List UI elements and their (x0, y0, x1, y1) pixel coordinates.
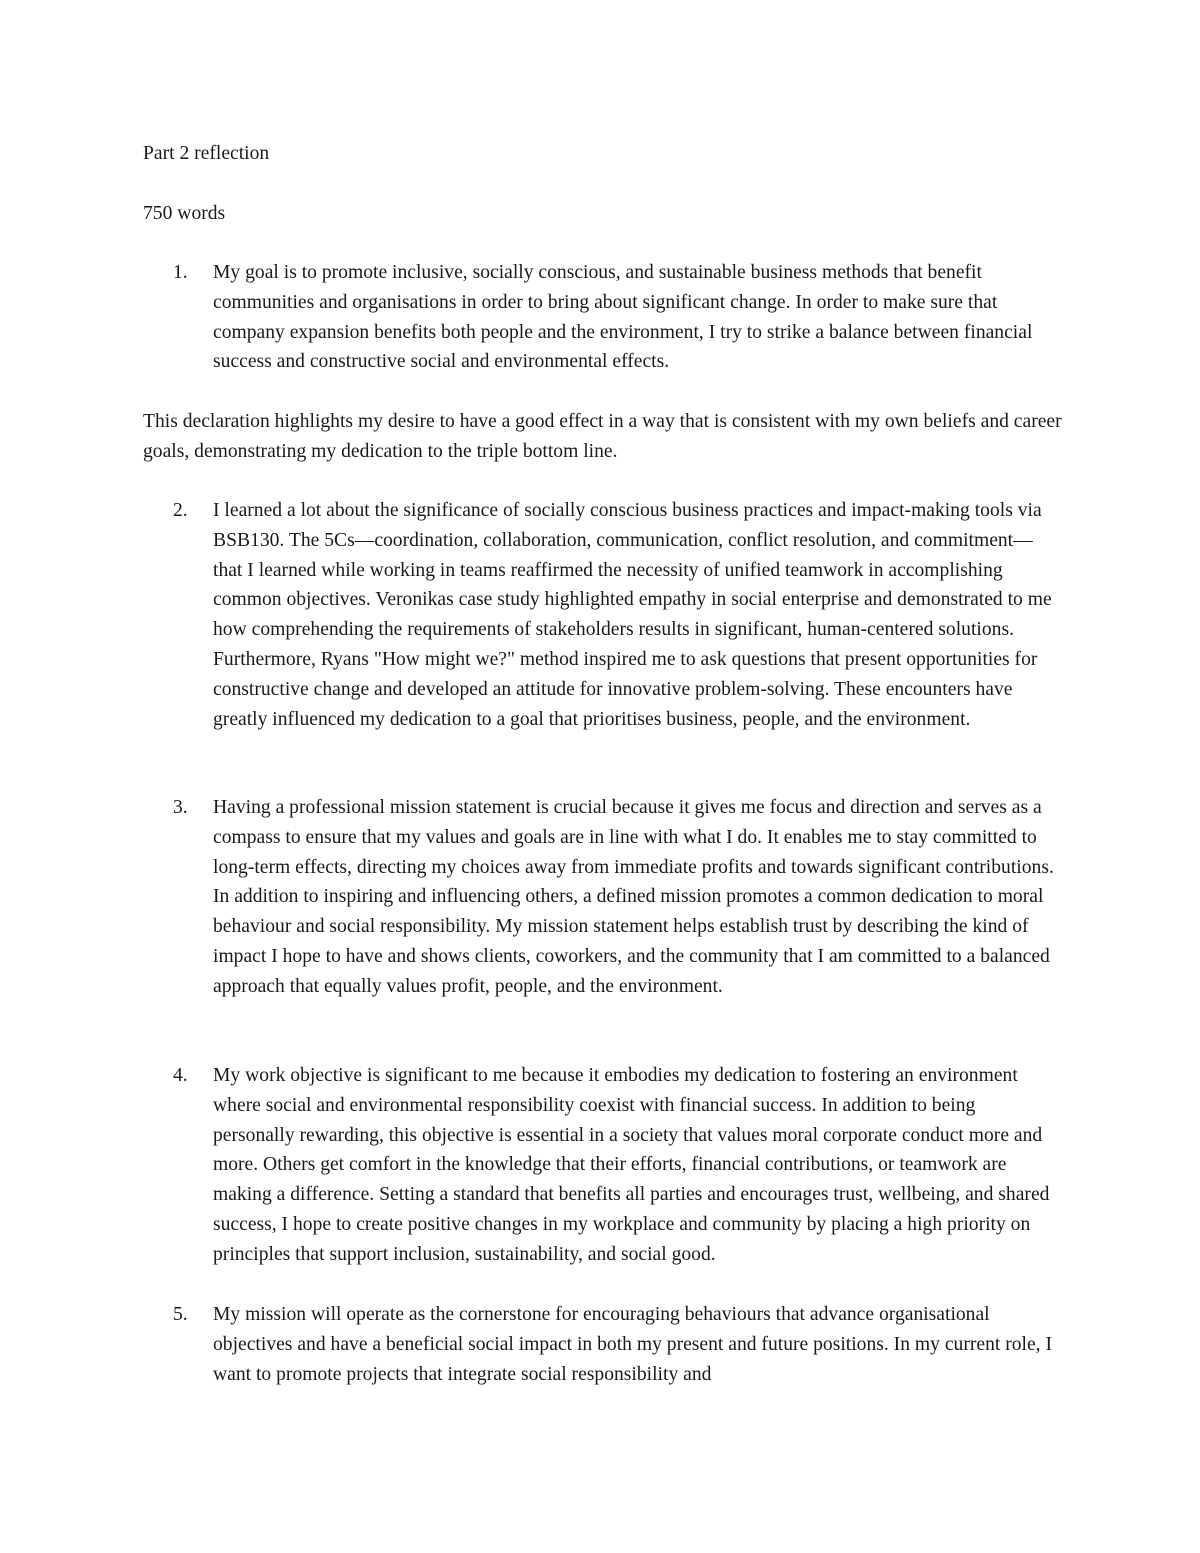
list-item-number: 4. (173, 1065, 188, 1086)
list-item-number: 5. (173, 1304, 188, 1325)
list-item-text: My goal is to promote inclusive, socially conscious, and sustainable business methods that benefit communities and organisations in order to bring about significant change. In order to make sure that company expansion benefits both people and the environment, I try to strike a balance between financial success and constructive social and environmental effects. (213, 262, 1033, 373)
list-item (143, 1061, 1063, 1270)
list-item-number: 1. (173, 262, 188, 283)
list-item-text: My work objective is significant to me because it embodies my dedication to fostering an environment where social and environmental responsibility coexist with financial success. In addition to being personally rewarding, this objective is essential in a society that values moral corporate conduct more and more. Others get comfort in the knowledge that their efforts, financial contributions, or teamwork are making a difference. Setting a standard that benefits all parties and encourages trust, wellbeing, and shared success, I hope to create positive changes in my workplace and community by placing a high priority on principles that support inclusion, sustainability, and social good. (213, 1065, 1050, 1265)
list-item-text: I learned a lot about the significance of socially conscious business practices and impact-making tools via BSB130. The 5Cs—coordination, collaboration, communication, conflict resolution, and commitment—that I learned while working in teams reaffirmed the necessity of unified teamwork in accomplishing common objectives. Veronikas case study highlighted empathy in social enterprise and demonstrated to me how comprehending the requirements of stakeholders results in significant, human-centered solutions. Furthermore, Ryans "How might we?" method inspired me to ask questions that present opportunities for constructive change and developed an attitude for innovative problem-solving. These encounters have greatly influenced my dedication to a goal that prioritises business, people, and the environment. (213, 500, 1052, 730)
list-item-number: 3. (173, 797, 188, 818)
list-item-text: My mission will operate as the cornerstone for encouraging behaviours that advance organisational objectives and have a beneficial social impact in both my present and future positions. In my current role, I want to promote projects that integrate social responsibility and (213, 1304, 1053, 1385)
list-item-number: 2. (173, 500, 188, 521)
list-item (143, 793, 1063, 1002)
word-count: 750 words (143, 203, 226, 224)
document-title: Part 2 reflection (143, 143, 270, 164)
list-item-text: Having a professional mission statement is crucial because it gives me focus and direction and serves as a compass to ensure that my values and goals are in line with what I do. It enables me to stay committed to long-term effects, directing my choices away from immediate profits and towards significant contributions. In addition to inspiring and influencing others, a defined mission promotes a common dedication to moral behaviour and social responsibility. My mission statement helps establish trust by describing the kind of impact I hope to have and shows clients, coworkers, and the community that I am committed to a balanced approach that equally values profit, people, and the environment. (213, 797, 1054, 997)
list-item (143, 258, 1063, 377)
list-item (143, 1300, 1063, 1389)
declaration-paragraph: This declaration highlights my desire to have a good effect in a way that is consistent with my own beliefs and career goals, demonstrating my dedication to the triple bottom line. (143, 411, 1062, 462)
list-item (143, 496, 1063, 734)
